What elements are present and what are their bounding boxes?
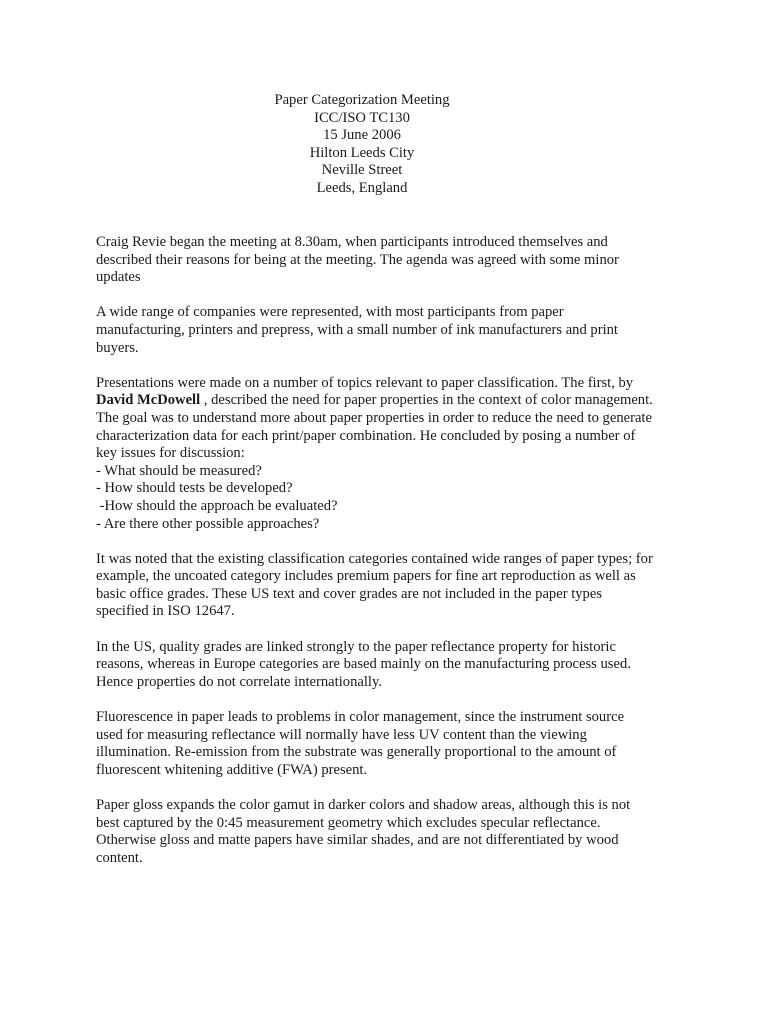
text-line: Paper gloss expands the color gamut in darker colors and shadow areas, although this is not [96, 797, 631, 813]
text-line: Presentations were made on a number of topics relevant to paper classification. The first, by [96, 374, 634, 391]
meeting-header [0, 92, 724, 198]
text-line: described their reasons for being at the meeting. The agenda was agreed with some minor [96, 251, 619, 268]
text-fragment: , described the need for paper properties in the context of color management. [200, 392, 653, 409]
text-line: fluorescent whitening additive (FWA) present. [96, 761, 368, 778]
list-item: - What should be measured? [96, 462, 262, 479]
list-item: - Are there other possible approaches? [96, 515, 320, 532]
meeting-date: 15 June 2006 [323, 127, 401, 144]
text-line: illumination. Re-emission from the substrate was generally proportional to the amount of [96, 744, 617, 761]
text-line: In the US, quality grades are linked strongly to the paper reflectance property for historic [96, 638, 616, 655]
meeting-venue: Hilton Leeds City [309, 144, 415, 161]
meeting-organization: ICC/ISO TC130 [314, 109, 410, 126]
text-line [96, 392, 656, 410]
paragraph-fluorescence [96, 709, 656, 779]
text-line: buyers. [96, 339, 139, 356]
paragraph-presentations [96, 375, 656, 533]
text-line: Hence properties do not correlate internationally. [96, 673, 382, 690]
text-line: example, the uncoated category includes premium papers for fine art reproduction as well as [96, 568, 636, 585]
text-line: used for measuring reflectance will normally have less UV content than the viewing [96, 726, 587, 743]
text-line: Craig Revie began the meeting at 8.30am, when participants introduced themselves and [96, 234, 608, 250]
minutes-body [96, 234, 656, 885]
paragraph-quality-grades [96, 639, 656, 692]
text-line: Otherwise gloss and matte papers have similar shades, and are not differentiated by wood [96, 832, 619, 849]
paragraph-classification [96, 551, 656, 621]
meeting-city: Leeds, England [316, 179, 408, 196]
text-line: manufacturing, printers and prepress, with a small number of ink manufacturers and print [96, 321, 618, 338]
text-line: updates [96, 269, 141, 286]
text-line: Fluorescence in paper leads to problems in color management, since the instrument source [96, 709, 625, 726]
paragraph-participants [96, 304, 656, 357]
text-line: characterization data for each print/paper combination. He concluded by posing a number of [96, 427, 636, 444]
meeting-street: Neville Street [321, 162, 403, 179]
paragraph-gloss [96, 797, 656, 867]
text-line: A wide range of companies were represented, with most participants from paper [96, 304, 564, 321]
list-item: - How should tests be developed? [96, 480, 293, 497]
presenter-name: David McDowell [96, 392, 201, 409]
text-line: basic office grades. These US text and cover grades are not included in the paper types [96, 585, 603, 602]
text-line: reasons, whereas in Europe categories are based mainly on the manufacturing process used. [96, 656, 631, 673]
text-line: It was noted that the existing classification categories contained wide ranges of paper types; for [96, 550, 653, 567]
list-item: -How should the approach be evaluated? [96, 497, 338, 514]
meeting-title: Paper Categorization Meeting [274, 92, 450, 108]
text-line: key issues for discussion: [96, 445, 245, 462]
text-line: specified in ISO 12647. [96, 603, 235, 620]
paragraph-opening [96, 234, 656, 287]
text-line: The goal was to understand more about paper properties in order to reduce the need to generate [96, 409, 652, 426]
text-line: best captured by the 0:45 measurement geometry which excludes specular reflectance. [96, 814, 601, 831]
text-line: content. [96, 849, 143, 866]
